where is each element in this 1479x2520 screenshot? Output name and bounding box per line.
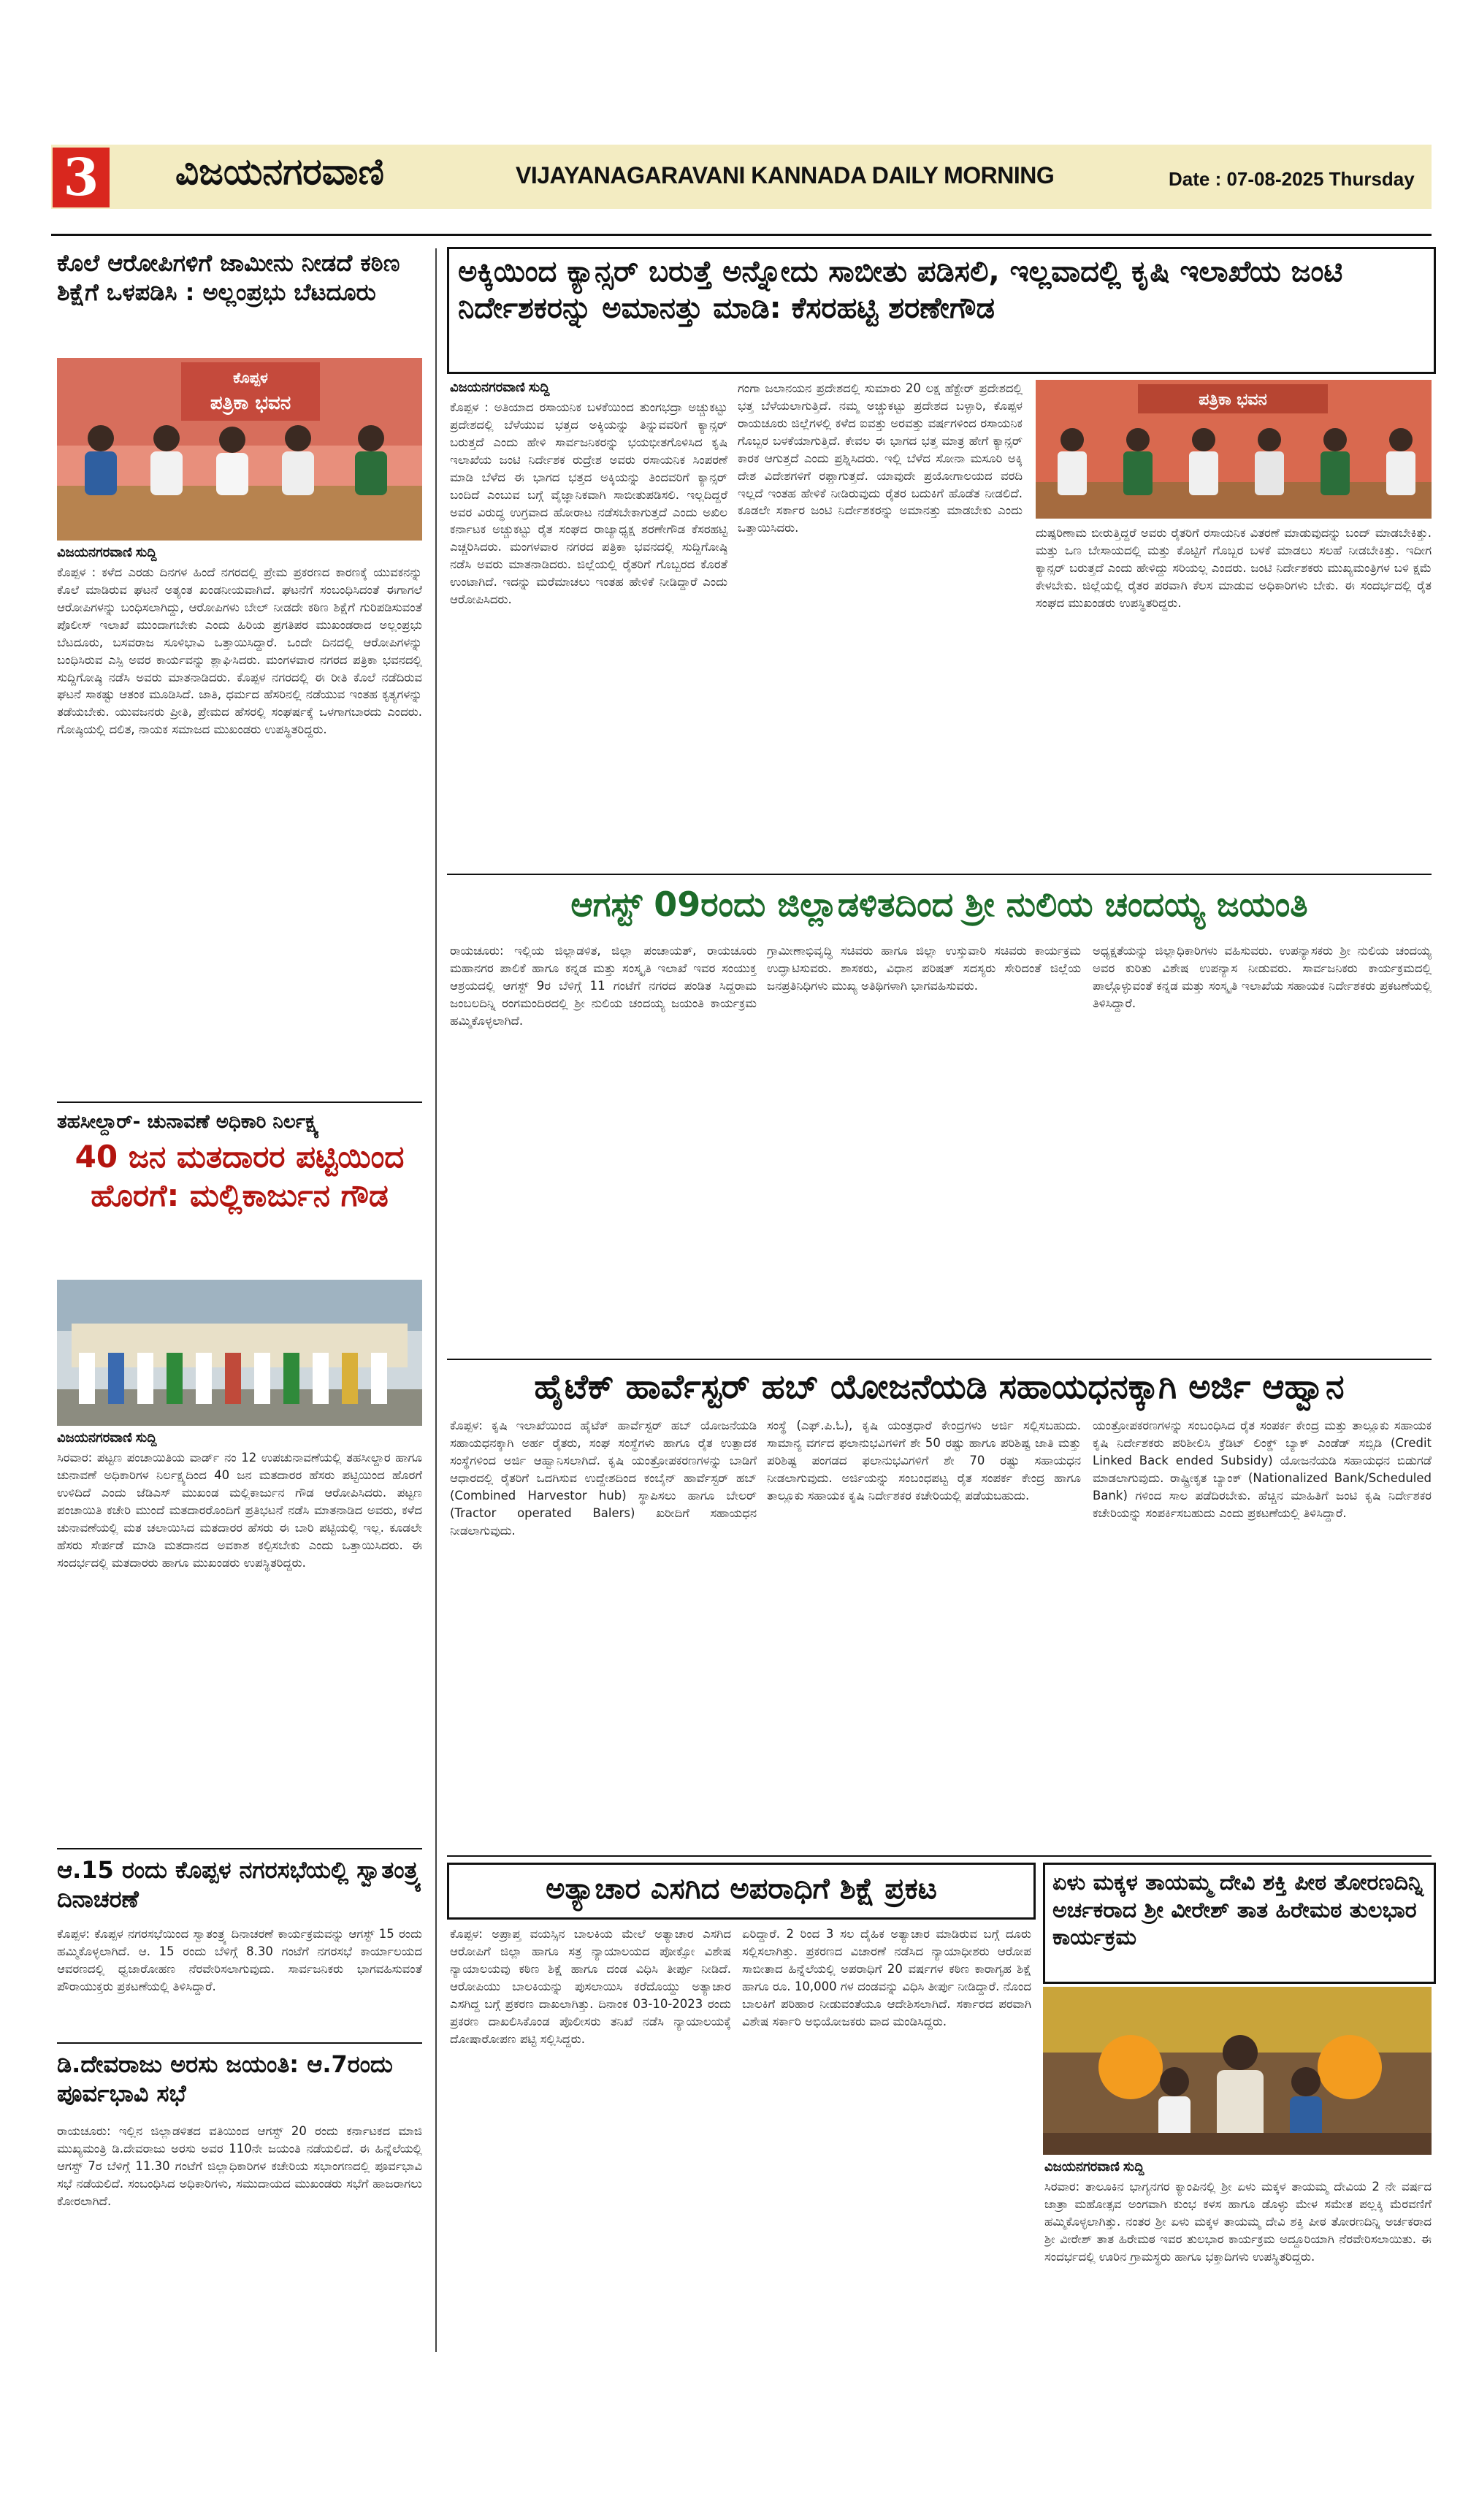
cancer-photo <box>1036 380 1432 519</box>
tahsildar-byline: ವಿಜಯನಗರವಾಣಿ ಸುದ್ದಿ <box>57 1430 157 1445</box>
temple-body: ಸಿರವಾರ: ತಾಲೂಕಿನ ಭಾಗ್ಯನಗರ ಕ್ಯಾಂಪಿನಲ್ಲಿ ಶ್ರೀ ಏಳು ಮಕ್ಕಳ ತಾಯಮ್ಮ ದೇವಿಯ 2 ನೇ ವರ್ಷದ ಜಾತ್ರಾ ಮಹೋತ್ಸವ ಅಂಗವಾಗಿ ಕುಂಭ ಕಳಸ ಹಾಗೂ ಡೊಳ್ಳು ಮೇಳ ಸಮೇತ ಪಲ್ಲಕ್ಕಿ ಮೆರವಣಿಗೆ ಹಮ್ಮಿಕೊಳ್ಳಲಾಗಿತ್ತು. ನಂತರ ಶ್ರೀ ಏಳು ಮಕ್ಕಳ ತಾಯಮ್ಮ ದೇವಿ ಶಕ್ತಿ ಪೀಠ ತೋರಣದಿನ್ನಿ ಅರ್ಚಕರಾದ ಶ್ರೀ ವೀರೇಶ್ ತಾತ ಹಿರೇಮಠ ಇವರ ತುಲಭಾರ ಕಾರ್ಯಕ್ರಮ ಅದ್ದೂರಿಯಾಗಿ ನೆರವೇರಿಸಲಾಯಿತು. ಈ ಸಂದರ್ಭದಲ್ಲಿ ಊರಿನ ಗ್ರಾಮಸ್ಥರು ಹಾಗೂ ಭಕ್ತಾದಿಗಳು ಉಪಸ್ಥಿತರಿದ್ದರು. <box>1044 2180 1432 2264</box>
nuliya-col1: ರಾಯಚೂರು: ಇಲ್ಲಿಯ ಜಿಲ್ಲಾಡಳಿತ, ಜಿಲ್ಲಾ ಪಂಚಾಯತ್, ರಾಯಚೂರು ಮಹಾನಗರ ಪಾಲಿಕೆ ಹಾಗೂ ಕನ್ನಡ ಮತ್ತು ಸಂಸ್ಕೃತಿ ಇಲಾಖೆ ಇವರ ಸಂಯುಕ್ತ ಆಶ್ರಯದಲ್ಲಿ ಆಗಸ್ಟ್ 9ರ ಬೆಳಿಗ್ಗೆ 11 ಗಂಟೆಗೆ ನಗರದ ಪಂಡಿತ ಸಿದ್ದರಾಮ ಜಂಬಲದಿನ್ನಿ ರಂಗಮಂದಿರದಲ್ಲಿ ಶ್ರೀ ನುಲಿಯ ಚಂದಯ್ಯ ಜಯಂತಿ ಕಾರ್ಯಕ್ರಮ ಹಮ್ಮಿಕೊಳ್ಳಲಾಗಿದೆ. <box>450 944 757 1028</box>
bail-headline: ಕೊಲೆ ಆರೋಪಿಗಳಿಗೆ ಜಾಮೀನು ನೀಡದೆ ಕಠಿಣ ಶಿಕ್ಷೆಗೆ ಒಳಪಡಿಸಿ : ಅಲ್ಲಂಪ್ರಭು ಬೆಟದೂರು <box>57 249 400 306</box>
atrocity-headline-box <box>447 1863 1036 1920</box>
bail-photo <box>57 358 422 541</box>
divider <box>57 1848 422 1849</box>
independence-headline: ಆ.15 ರಂದು ಕೊಪ್ಪಳ ನಗರಸಭೆಯಲ್ಲಿ ಸ್ವಾತಂತ್ರ್ಯ ದಿನಾಚರಣೆ <box>57 1856 422 1913</box>
cancer-col3: ದುಷ್ಪರಿಣಾಮ ಬೀರುತ್ತಿದ್ದರೆ ಅವರು ರೈತರಿಗೆ ರಸಾಯನಿಕ ವಿತರಣೆ ಮಾಡುವುದನ್ನು ಬಂದ್ ಮಾಡಬೇಕಿತ್ತು. ಮತ್ತು ಒಣ ಬೇಸಾಯದಲ್ಲಿ ಮತ್ತು ಕೊಟ್ಟಿಗೆ ಗೊಬ್ಬರ ಬಳಕೆ ಮಾಡಲು ಸಲಹೆ ನೀಡಬೇಕಿತ್ತು. ಇದೀಗ ಕ್ಯಾನ್ಸರ್ ಬರುತ್ತದೆ ಎಂದು ಹೇಳಿದ್ದು ಸರಿಯಲ್ಲ ಎಂದರು. ಜಂಟಿ ನಿರ್ದೇಶಕರು ಮುಖ್ಯಮಂತ್ರಿಗಳ ಬಳಿ ಕ್ಷಮೆ ಕೇಳಬೇಕು. ಜಿಲ್ಲೆಯಲ್ಲಿ ರೈತರ ಪರವಾಗಿ ಕೆಲಸ ಮಾಡುವ ಅಧಿಕಾರಿಗಳು ಬೇಕು. ಈ ಸಂದರ್ಭದಲ್ಲಿ ರೈತ ಸಂಘದ ಮುಖಂಡರು ಉಪಸ್ಥಿತರಿದ್ದರು. <box>1036 526 1432 610</box>
page-number: 3 <box>53 148 110 207</box>
divider <box>447 1855 1432 1857</box>
paper-title-kannada: ವಿಜಯನಗರವಾಣಿ <box>175 150 384 193</box>
tahsildar-headline: 40 ಜನ ಮತದಾರರ ಪಟ್ಟಿಯಿಂದ ಹೊರಗೆ: ಮಲ್ಲಿಕಾರ್ಜುನ ಗೌಡ <box>74 1139 405 1213</box>
paper-title-english: VIJAYANAGARAVANI KANNADA DAILY MORNING <box>516 162 1055 188</box>
atrocity-headline: ಅತ್ಯಾಚಾರ ಎಸಗಿದ ಅಪರಾಧಿಗೆ ಶಿಕ್ಷೆ ಪ್ರಕಟ <box>546 1872 937 1906</box>
harvester-headline: ಹೈಟೆಕ್ ಹಾರ್ವೆಸ್ಟರ್ ಹಬ್ ಯೋಜನೆಯಡಿ ಸಹಾಯಧನಕ್ಕಾಗಿ ಅರ್ಜಿ ಆಹ್ವಾನ <box>534 1367 1345 1406</box>
photo-banner-line2: ಪತ್ರಿಕಾ ಭವನ <box>210 392 291 414</box>
devaraj-body: ರಾಯಚೂರು: ಇಲ್ಲಿನ ಜಿಲ್ಲಾಡಳಿತದ ವತಿಯಿಂದ ಆಗಸ್ಟ್ 20 ರಂದು ಕರ್ನಾಟಕದ ಮಾಜಿ ಮುಖ್ಯಮಂತ್ರಿ ಡಿ.ದೇವರಾಜು ಅರಸು ಅವರ 110ನೇ ಜಯಂತಿ ನಡೆಯಲಿದೆ. ಈ ಹಿನ್ನೆಲೆಯಲ್ಲಿ ಆಗಸ್ಟ್ 7ರ ಬೆಳಿಗ್ಗೆ 11.30 ಗಂಟೆಗೆ ಜಿಲ್ಲಾಧಿಕಾರಿಗಳ ಕಚೇರಿಯ ಸಭಾಂಗಣದಲ್ಲಿ ಪೂರ್ವಭಾವಿ ಸಭೆ ನಡೆಯಲಿದೆ. ಸಂಬಂಧಿಸಿದ ಅಧಿಕಾರಿಗಳು, ಸಮುದಾಯದ ಮುಖಂಡರು ಸಭೆಗೆ ಹಾಜರಾಗಲು ಕೋರಲಾಗಿದೆ. <box>57 2124 422 2208</box>
divider <box>447 874 1432 875</box>
photo-banner-line1: ಕೊಪ್ಪಳ <box>233 369 268 386</box>
column-divider <box>435 248 437 2352</box>
cancer-headline: ಅಕ್ಕಿಯಿಂದ ಕ್ಯಾನ್ಸರ್ ಬರುತ್ತೆ ಅನ್ನೋದು ಸಾಬೀತು ಪಡಿಸಲಿ, ಇಲ್ಲವಾದಲ್ಲಿ ಕೃಷಿ ಇಲಾಖೆಯ ಜಂಟಿ ನಿರ್ದೇಶಕರನ್ನು ಅಮಾನತ್ತು ಮಾಡಿ: ಕೆಸರಹಟ್ಟಿ ಶರಣೇಗೌಡ <box>458 255 1343 325</box>
cancer-byline: ವಿಜಯನಗರವಾಣಿ ಸುದ್ದಿ <box>450 380 550 394</box>
tahsildar-body: ಸಿರವಾರ: ಪಟ್ಟಣ ಪಂಚಾಯಿತಿಯ ವಾರ್ಡ್ ನಂ 12 ಉಪಚುನಾವಣೆಯಲ್ಲಿ ತಹಸೀಲ್ದಾರ ಹಾಗೂ ಚುನಾವಣೆ ಅಧಿಕಾರಿಗಳ ನಿರ್ಲಕ್ಷ್ಯದಿಂದ 40 ಜನ ಮತದಾರರ ಹೆಸರು ಪಟ್ಟಿಯಿಂದ ಹೊರಗೆ ಉಳಿದಿದೆ ಎಂದು ಜೆಡಿಎಸ್ ಮುಖಂಡ ಮಲ್ಲಿಕಾರ್ಜುನ ಗೌಡ ಆರೋಪಿಸಿದರು. ಪಟ್ಟಣ ಪಂಚಾಯಿತಿ ಕಚೇರಿ ಮುಂದೆ ಮತದಾರರೊಂದಿಗೆ ಪ್ರತಿಭಟನೆ ನಡೆಸಿ ಮಾತನಾಡಿದ ಅವರು, ಕಳೆದ ಚುನಾವಣೆಯಲ್ಲಿ ಮತ ಚಲಾಯಿಸಿದ ಮತದಾರರ ಹೆಸರು ಈ ಬಾರಿ ಪಟ್ಟಿಯಲ್ಲಿ ಇಲ್ಲ. ಕೂಡಲೇ ಹೆಸರು ಸೇರ್ಪಡೆ ಮಾಡಿ ಮತದಾನದ ಅವಕಾಶ ಕಲ್ಪಿಸಬೇಕು ಎಂದು ಒತ್ತಾಯಿಸಿದರು. ಈ ಸಂದರ್ಭದಲ್ಲಿ ಮತದಾರರು ಹಾಗೂ ಮುಖಂಡರು ಉಪಸ್ಥಿತರಿದ್ದರು. <box>57 1451 422 1570</box>
temple-photo <box>1043 1987 1432 2155</box>
tahsildar-kicker: ತಹಸೀಲ್ದಾರ್- ಚುನಾವಣೆ ಅಧಿಕಾರಿ ನಿರ್ಲಕ್ಷ್ಯ <box>57 1111 319 1133</box>
cancer-photo-banner: ಪತ್ರಿಕಾ ಭವನ <box>1199 391 1267 409</box>
cancer-headline-box <box>447 247 1436 374</box>
bail-body: ಕೊಪ್ಪಳ : ಕಳೆದ ಎರಡು ದಿನಗಳ ಹಿಂದೆ ನಗರದಲ್ಲಿ ಪ್ರೇಮ ಪ್ರಕರಣದ ಕಾರಣಕ್ಕೆ ಯುವಕನನ್ನು ಕೊಲೆ ಮಾಡಿರುವ ಘಟನೆ ಅತ್ಯಂತ ಖಂಡನೀಯವಾಗಿದೆ. ಘಟನೆಗೆ ಸಂಬಂಧಿಸಿದಂತೆ ಈಗಾಗಲೆ ಆರೋಪಿಗಳನ್ನು ಬಂಧಿಸಲಾಗಿದ್ದು, ಆರೋಪಿಗಳು ಬೇಲ್ ನೀಡದೇ ಕಠಿಣ ಶಿಕ್ಷೆಗೆ ಗುರಿಪಡಿಸುವಂತೆ ಪೊಲೀಸ್ ಇಲಾಖೆ ಮುಂದಾಗಬೇಕು ಎಂದು ಹಿರಿಯ ಪ್ರಗತಿಪರ ಮುಖಂಡರಾದ ಅಲ್ಲಂಪ್ರಭು ಬೆಟದೂರು, ಬಸವರಾಜ ಸೂಳಿಭಾವಿ ಒತ್ತಾಯಿಸಿದ್ದಾರೆ. ಒಂದೇ ದಿನದಲ್ಲಿ ಆರೋಪಿಗಳನ್ನು ಬಂಧಿಸಿರುವ ಎಸ್ಪಿ ಅವರ ಕಾರ್ಯವನ್ನು ಶ್ಲಾಘಿಸಿದರು. ಮಂಗಳವಾರ ನಗರದ ಪತ್ರಿಕಾ ಭವನದಲ್ಲಿ ಸುದ್ದಿಗೋಷ್ಠಿ ನಡೆಸಿ ಅವರು ಮಾತನಾಡಿದರು. ಕೊಪ್ಪಳ ನಗರದಲ್ಲಿ ಈ ರೀತಿ ಕೊಲೆ ನಡೆದಿರುವ ಘಟನೆ ಸಾಕಷ್ಟು ಆತಂಕ ಮೂಡಿಸಿದೆ. ಜಾತಿ, ಧರ್ಮದ ಹೆಸರಿನಲ್ಲಿ ನಡೆಯುವ ಇಂತಹ ಕೃತ್ಯಗಳನ್ನು ತಡೆಯಬೇಕು. ಯುವಜನರು ಪ್ರೀತಿ, ಪ್ರೇಮದ ಹೆಸರಲ್ಲಿ ಸಂಘರ್ಷಕ್ಕೆ ಒಳಗಾಗಬಾರದು ಎಂದರು. ಗೋಷ್ಠಿಯಲ್ಲಿ ದಲಿತ, ನಾಯಕ ಸಮಾಜದ ಮುಖಂಡರು ಉಪಸ್ಥಿತರಿದ್ದರು. <box>57 565 422 737</box>
tahsildar-photo <box>57 1280 422 1426</box>
temple-headline: ಏಳು ಮಕ್ಕಳ ತಾಯಮ್ಮ ದೇವಿ ಶಕ್ತಿ ಪೀಠ ತೋರಣದಿನ್ನಿ ಅರ್ಚಕರಾದ ಶ್ರೀ ವೀರೇಶ್ ತಾತ ಹಿರೇಮಠ ತುಲಭಾರ ಕಾರ್ಯಕ್ರಮ <box>1052 1870 1423 1950</box>
atrocity-col2: ಏರಿದ್ದಾರೆ. 2 ರಿಂದ 3 ಸಲ ದೈಹಿಕ ಅತ್ಯಾಚಾರ ಮಾಡಿರುವ ಬಗ್ಗೆ ದೂರು ಸಲ್ಲಿಸಲಾಗಿತ್ತು. ಪ್ರಕರಣದ ವಿಚಾರಣೆ ನಡೆಸಿದ ನ್ಯಾಯಾಧೀಶರು ಆರೋಪ ಸಾಬೀತಾದ ಹಿನ್ನೆಲೆಯಲ್ಲಿ ಅಪರಾಧಿಗೆ 20 ವರ್ಷಗಳ ಕಠಿಣ ಕಾರಾಗೃಹ ಶಿಕ್ಷೆ ಹಾಗೂ ರೂ. 10,000 ಗಳ ದಂಡವನ್ನು ವಿಧಿಸಿ ತೀರ್ಪು ನೀಡಿದ್ದಾರೆ. ನೊಂದ ಬಾಲಕಿಗೆ ಪರಿಹಾರ ನೀಡುವಂತೆಯೂ ಆದೇಶಿಸಲಾಗಿದೆ. ಸರ್ಕಾರದ ಪರವಾಗಿ ವಿಶೇಷ ಸರ್ಕಾರಿ ಅಭಿಯೋಜಕರು ವಾದ ಮಂಡಿಸಿದ್ದರು. <box>742 1927 1031 2028</box>
harvester-col3: ಯಂತ್ರೋಪಕರಣಗಳನ್ನು ಸಂಬಂಧಿಸಿದ ರೈತ ಸಂಪರ್ಕ ಕೇಂದ್ರ ಮತ್ತು ತಾಲ್ಲೂಕು ಸಹಾಯಕ ಕೃಷಿ ನಿರ್ದೇಶಕರು ಪರಿಶೀಲಿಸಿ ಕ್ರೆಡಿಟ್ ಲಿಂಕ್ಡ್ ಬ್ಯಾಕ್ ಎಂಡೆಡ್ ಸಬ್ಸಿಡಿ (Credit Linked Back ended Subsidy) ಯೋಜನೆಯಡಿ ಸಹಾಯಧನ ಬಿಡುಗಡೆ ಮಾಡಲಾಗುವುದು. ರಾಷ್ಟ್ರೀಕೃತ ಬ್ಯಾಂಕ್ (Nationalized Bank/Scheduled Bank) ಗಳಿಂದ ಸಾಲ ಪಡೆದಿರಬೇಕು. ಹೆಚ್ಚಿನ ಮಾಹಿತಿಗೆ ಜಂಟಿ ಕೃಷಿ ನಿರ್ದೇಶಕರ ಕಚೇರಿಯನ್ನು ಸಂಪರ್ಕಿಸಬಹುದು ಎಂದು ಪ್ರಕಟಣೆಯಲ್ಲಿ ತಿಳಿಸಿದ್ದಾರೆ. <box>1093 1419 1432 1520</box>
masthead-rule <box>51 234 1432 236</box>
independence-body: ಕೊಪ್ಪಳ: ಕೊಪ್ಪಳ ನಗರಸಭೆಯಿಂದ ಸ್ವಾತಂತ್ರ್ಯ ದಿನಾಚರಣೆ ಕಾರ್ಯಕ್ರಮವನ್ನು ಆಗಸ್ಟ್ 15 ರಂದು ಹಮ್ಮಿಕೊಳ್ಳಲಾಗಿದೆ. ಆ. 15 ರಂದು ಬೆಳಿಗ್ಗೆ 8.30 ಗಂಟೆಗೆ ನಗರಸಭೆ ಕಾರ್ಯಾಲಯದ ಆವರಣದಲ್ಲಿ ಧ್ವಜಾರೋಹಣ ನೆರವೇರಿಸಲಾಗುವುದು. ಸಾರ್ವಜನಿಕರು ಭಾಗವಹಿಸುವಂತೆ ಪೌರಾಯುಕ್ತರು ಪ್ರಕಟಣೆಯಲ್ಲಿ ತಿಳಿಸಿದ್ದಾರೆ. <box>57 1927 422 1993</box>
divider <box>57 1101 422 1103</box>
nuliya-headline: ಆಗಸ್ಟ್ 09ರಂದು ಜಿಲ್ಲಾಡಳಿತದಿಂದ ಶ್ರೀ ನುಲಿಯ ಚಂದಯ್ಯ ಜಯಂತಿ <box>570 885 1308 924</box>
temple-headline-box <box>1043 1863 1436 1984</box>
cancer-col2: ಗಂಗಾ ಜಲಾನಯನ ಪ್ರದೇಶದಲ್ಲಿ ಸುಮಾರು 20 ಲಕ್ಷ ಹೆಕ್ಟೇರ್ ಪ್ರದೇಶದಲ್ಲಿ ಭತ್ತ ಬೆಳೆಯಲಾಗುತ್ತಿದೆ. ನಮ್ಮ ಅಚ್ಚುಕಟ್ಟು ಪ್ರದೇಶದ ಬಳ್ಳಾರಿ, ಕೊಪ್ಪಳ ರಾಯಚೂರು ಜಿಲ್ಲೆಗಳಲ್ಲಿ ಕಳೆದ ಐವತ್ತು ಅರವತ್ತು ವರ್ಷಗಳಿಂದ ರಸಾಯನಿಕ ಗೊಬ್ಬರ ಬಳಕೆಯಾಗುತ್ತಿದೆ. ಕೇವಲ ಈ ಭಾಗದ ಭತ್ತ ಮಾತ್ರ ಹೇಗೆ ಕ್ಯಾನ್ಸರ್ ಕಾರಕ ಆಗುತ್ತದೆ ಎಂದು ಪ್ರಶ್ನಿಸಿದರು. ಇಲ್ಲಿ ಬೆಳೆದ ಸೋನಾ ಮಸೂರಿ ಅಕ್ಕಿ ದೇಶ ವಿದೇಶಗಳಿಗೆ ರಫ್ತಾಗುತ್ತದೆ. ಯಾವುದೇ ಪ್ರಯೋಗಾಲಯದ ವರದಿ ಇಲ್ಲದೆ ಇಂತಹ ಹೇಳಿಕೆ ನೀಡಿರುವುದು ರೈತರ ಬದುಕಿಗೆ ಹೊಡೆತ ನೀಡಲಿದೆ. ಕೂಡಲೇ ಸರ್ಕಾರ ಜಂಟಿ ನಿರ್ದೇಶಕರನ್ನು ಅಮಾನತ್ತು ಮಾಡಬೇಕು ಎಂದು ಒತ್ತಾಯಿಸಿದರು. <box>738 381 1023 535</box>
divider <box>447 1359 1432 1360</box>
bail-byline: ವಿಜಯನಗರವಾಣಿ ಸುದ್ದಿ <box>57 545 157 560</box>
devaraj-headline: ಡಿ.ದೇವರಾಜು ಅರಸು ಜಯಂತಿ: ಆ.7ರಂದು ಪೂರ್ವಭಾವಿ ಸಭೆ <box>57 2050 393 2107</box>
cancer-col1: ಕೊಪ್ಪಳ : ಅತಿಯಾದ ರಸಾಯನಿಕ ಬಳಕೆಯಿಂದ ತುಂಗಭದ್ರಾ ಅಚ್ಚುಕಟ್ಟು ಪ್ರದೇಶದಲ್ಲಿ ಬೆಳೆಯುವ ಭತ್ತದ ಅಕ್ಕಿಯನ್ನು ತಿನ್ನುವವರಿಗೆ ಕ್ಯಾನ್ಸರ್ ಬರುತ್ತದೆ ಎಂದು ಹೇಳಿ ಸಾರ್ವಜನಿಕರನ್ನು ಭಯಭೀತಗೊಳಿಸಿದ ಕೃಷಿ ಇಲಾಖೆಯ ಜಂಟಿ ನಿರ್ದೇಶಕ ರುದ್ರೇಶ ಅವರು ರಸಾಯನಿಕ ಸಿಂಪರಣೆ ಮಾಡಿ ಬೆಳೆದ ಈ ಭಾಗದ ಭತ್ತದ ಅಕ್ಕಿಯನ್ನು ತಿಂದವರಿಗೆ ಕ್ಯಾನ್ಸರ್ ಬಂದಿದೆ ಎಂಬುವ ಬಗ್ಗೆ ವೈಜ್ಞಾನಿಕವಾಗಿ ಸಾಬೀತುಪಡಿಸಲಿ. ಇಲ್ಲದಿದ್ದರೆ ಅವರ ವಿರುದ್ಧ ಉಗ್ರವಾದ ಹೋರಾಟ ನಡೆಸಬೇಕಾಗುತ್ತದೆ ಎಂದು ಅಖಿಲ ಕರ್ನಾಟಕ ಅಚ್ಚುಕಟ್ಟು ರೈತ ಸಂಘದ ರಾಜ್ಯಾಧ್ಯಕ್ಷ ಶರಣೇಗೌಡ ಕೆಸರಹಟ್ಟಿ ಎಚ್ಚರಿಸಿದರು. ಮಂಗಳವಾರ ನಗರದ ಪತ್ರಿಕಾ ಭವನದಲ್ಲಿ ಸುದ್ದಿಗೋಷ್ಠಿ ನಡೆಸಿ ಅವರು ಮಾತನಾಡಿದರು. ಜಿಲ್ಲೆಯಲ್ಲಿ ರೈತರಿಗೆ ಗೊಬ್ಬರದ ಕೊರತೆ ಉಂಟಾಗಿದೆ. ಇದನ್ನು ಮರೆಮಾಚಲು ಇಂತಹ ಹೇಳಿಕೆ ನೀಡಿದ್ದಾರೆ ಎಂದು ಆರೋಪಿಸಿದರು. <box>450 400 727 607</box>
atrocity-col1: ಕೊಪ್ಪಳ: ಅಪ್ರಾಪ್ತ ವಯಸ್ಸಿನ ಬಾಲಕಿಯ ಮೇಲೆ ಅತ್ಯಾಚಾರ ಎಸಗಿದ ಆರೋಪಿಗೆ ಜಿಲ್ಲಾ ಹಾಗೂ ಸತ್ರ ನ್ಯಾಯಾಲಯದ ಪೋಕ್ಸೋ ವಿಶೇಷ ನ್ಯಾಯಾಲಯವು ಕಠಿಣ ಶಿಕ್ಷೆ ಹಾಗೂ ದಂಡ ವಿಧಿಸಿ ತೀರ್ಪು ನೀಡಿದೆ. ಆರೋಪಿಯು ಬಾಲಕಿಯನ್ನು ಪುಸಲಾಯಿಸಿ ಕರೆದೊಯ್ದು ಅತ್ಯಾಚಾರ ಎಸಗಿದ್ದ ಬಗ್ಗೆ ಪ್ರಕರಣ ದಾಖಲಾಗಿತ್ತು. ದಿನಾಂಕ 03-10-2023 ರಂದು ಪ್ರಕರಣ ದಾಖಲಿಸಿಕೊಂಡ ಪೊಲೀಸರು ತನಿಖೆ ನಡೆಸಿ ನ್ಯಾಯಾಲಯಕ್ಕೆ ದೋಷಾರೋಪಣ ಪಟ್ಟಿ ಸಲ್ಲಿಸಿದ್ದರು. <box>450 1927 731 2046</box>
divider <box>57 2042 422 2044</box>
harvester-col2: ಸಂಸ್ಥೆ (ಎಫ್.ಪಿ.ಓ), ಕೃಷಿ ಯಂತ್ರಧಾರೆ ಕೇಂದ್ರಗಳು ಅರ್ಜಿ ಸಲ್ಲಿಸಬಹುದು. ಸಾಮಾನ್ಯ ವರ್ಗದ ಫಲಾನುಭವಿಗಳಿಗೆ ಶೇ 50 ರಷ್ಟು ಹಾಗೂ ಪರಿಶಿಷ್ಟ ಜಾತಿ ಮತ್ತು ಪರಿಶಿಷ್ಟ ಪಂಗಡದ ಫಲಾನುಭವಿಗಳಿಗೆ ಶೇ 70 ರಷ್ಟು ಸಹಾಯಧನ ನೀಡಲಾಗುವುದು. ಅರ್ಜಿಯನ್ನು ಸಂಬಂಧಪಟ್ಟ ರೈತ ಸಂಪರ್ಕ ಕೇಂದ್ರ ಹಾಗೂ ತಾಲ್ಲೂಕು ಸಹಾಯಕ ಕೃಷಿ ನಿರ್ದೇಶಕರ ಕಚೇರಿಯಲ್ಲಿ ಪಡೆಯಬಹುದು. <box>767 1419 1081 1503</box>
temple-byline: ವಿಜಯನಗರವಾಣಿ ಸುದ್ದಿ <box>1044 2159 1144 2174</box>
nuliya-col2: ಗ್ರಾಮೀಣಾಭಿವೃದ್ಧಿ ಸಚಿವರು ಹಾಗೂ ಜಿಲ್ಲಾ ಉಸ್ತುವಾರಿ ಸಚಿವರು ಕಾರ್ಯಕ್ರಮ ಉದ್ಘಾಟಿಸುವರು. ಶಾಸಕರು, ವಿಧಾನ ಪರಿಷತ್ ಸದಸ್ಯರು ಸೇರಿದಂತೆ ಜಿಲ್ಲೆಯ ಜನಪ್ರತಿನಿಧಿಗಳು ಮುಖ್ಯ ಅತಿಥಿಗಳಾಗಿ ಭಾಗವಹಿಸುವರು. <box>767 944 1081 993</box>
nuliya-col3: ಅಧ್ಯಕ್ಷತೆಯನ್ನು ಜಿಲ್ಲಾಧಿಕಾರಿಗಳು ವಹಿಸುವರು. ಉಪನ್ಯಾಸಕರು ಶ್ರೀ ನುಲಿಯ ಚಂದಯ್ಯ ಅವರ ಕುರಿತು ವಿಶೇಷ ಉಪನ್ಯಾಸ ನೀಡುವರು. ಸಾರ್ವಜನಿಕರು ಕಾರ್ಯಕ್ರಮದಲ್ಲಿ ಪಾಲ್ಗೊಳ್ಳುವಂತೆ ಕನ್ನಡ ಮತ್ತು ಸಂಸ್ಕೃತಿ ಇಲಾಖೆಯ ಸಹಾಯಕ ನಿರ್ದೇಶಕರು ಪ್ರಕಟಣೆಯಲ್ಲಿ ತಿಳಿಸಿದ್ದಾರೆ. <box>1093 944 1432 1010</box>
harvester-col1: ಕೊಪ್ಪಳ: ಕೃಷಿ ಇಲಾಖೆಯಿಂದ ಹೈಟೆಕ್ ಹಾರ್ವೆಸ್ಟರ್ ಹಬ್ ಯೋಜನೆಯಡಿ ಸಹಾಯಧನಕ್ಕಾಗಿ ಅರ್ಹ ರೈತರು, ಸಂಘ ಸಂಸ್ಥೆಗಳು ಹಾಗೂ ರೈತ ಉತ್ಪಾದಕ ಸಂಸ್ಥೆಗಳಿಂದ ಅರ್ಜಿ ಆಹ್ವಾನಿಸಲಾಗಿದೆ. ಕೃಷಿ ಯಂತ್ರೋಪಕರಣಗಳನ್ನು ಬಾಡಿಗೆ ಆಧಾರದಲ್ಲಿ ರೈತರಿಗೆ ಒದಗಿಸುವ ಉದ್ದೇಶದಿಂದ ಕಂಬೈನ್ ಹಾರ್ವೆಸ್ಟರ್ ಹಬ್ (Combined Harvestor hub) ಸ್ಥಾಪಿಸಲು ಹಾಗೂ ಬೇಲರ್ (Tractor operated Balers) ಖರೀದಿಗೆ ಸಹಾಯಧನ ನೀಡಲಾಗುವುದು. <box>450 1419 757 1538</box>
issue-date: Date : 07-08-2025 Thursday <box>1169 168 1415 190</box>
